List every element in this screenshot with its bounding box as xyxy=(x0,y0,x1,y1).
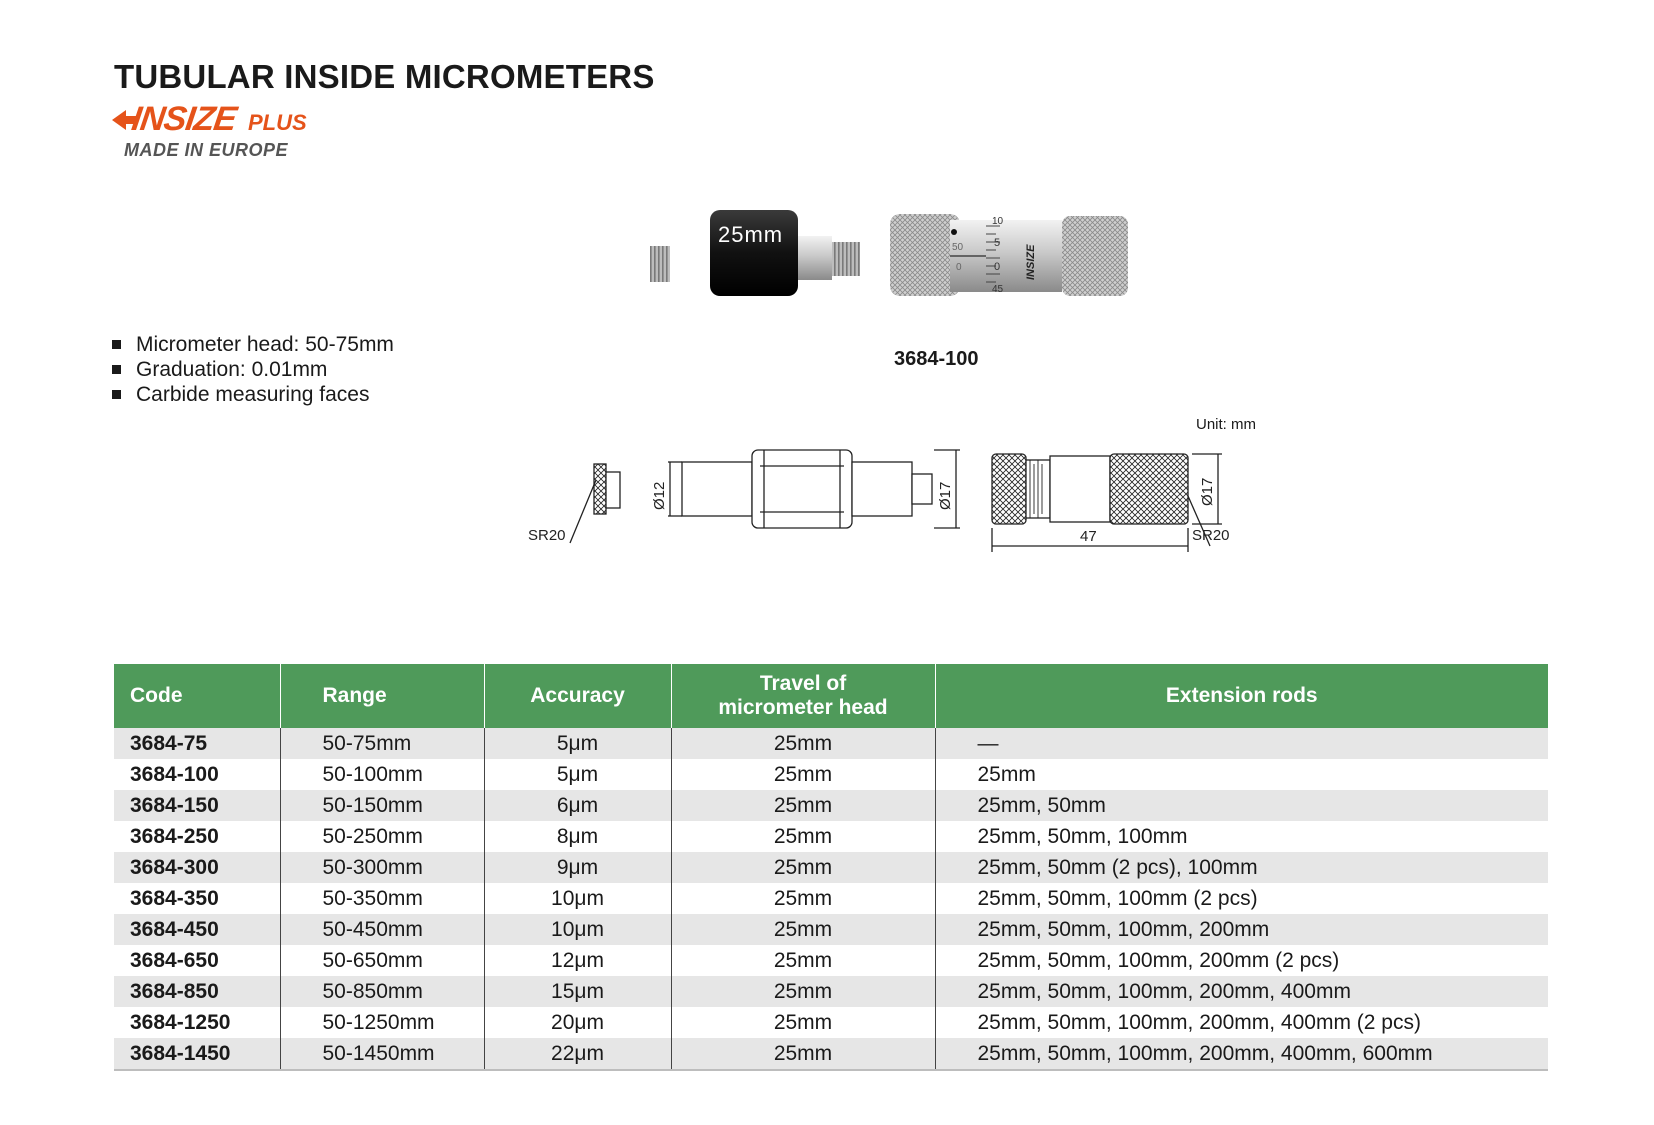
cell-ext: 25mm, 50mm, 100mm, 200mm (2 pcs) xyxy=(935,945,1548,976)
cell-travel: 25mm xyxy=(671,1038,935,1070)
cell-travel: 25mm xyxy=(671,1007,935,1038)
cell-ext: 25mm, 50mm, 100mm xyxy=(935,821,1548,852)
cell-code: 3684-1250 xyxy=(114,1007,280,1038)
brand-logo xyxy=(112,100,342,162)
cell-range: 50-100mm xyxy=(280,759,484,790)
cell-travel: 25mm xyxy=(671,852,935,883)
thimble-mark: 5 xyxy=(994,237,1001,249)
rod-label: 25mm xyxy=(718,222,784,247)
feature-item xyxy=(112,382,394,407)
dim-d17-head: Ø17 xyxy=(1199,477,1216,506)
cell-travel: 25mm xyxy=(671,728,935,759)
cell-accuracy: 5μm xyxy=(484,728,671,759)
drawing-head xyxy=(992,454,1222,552)
cell-code: 3684-450 xyxy=(114,914,280,945)
cell-ext: 25mm, 50mm, 100mm, 200mm, 400mm xyxy=(935,976,1548,1007)
cell-accuracy: 22μm xyxy=(484,1038,671,1070)
cell-range: 50-450mm xyxy=(280,914,484,945)
col-header-code: Code xyxy=(114,664,280,728)
table-row xyxy=(114,759,1548,790)
cell-code: 3684-150 xyxy=(114,790,280,821)
dim-sr20-left: SR20 xyxy=(528,527,566,544)
brand-plus: PLUS xyxy=(248,110,307,135)
col-header-accuracy: Accuracy xyxy=(484,664,671,728)
dim-d17-rod: Ø17 xyxy=(937,481,954,510)
thimble-mark: 45 xyxy=(992,284,1004,295)
bullet-square-icon xyxy=(112,390,121,399)
cell-code: 3684-100 xyxy=(114,759,280,790)
cell-travel: 25mm xyxy=(671,759,935,790)
table-row xyxy=(114,883,1548,914)
table-body xyxy=(114,728,1548,1070)
cell-accuracy: 15μm xyxy=(484,976,671,1007)
table-row xyxy=(114,852,1548,883)
feature-text: Micrometer head: 50-75mm xyxy=(136,333,394,356)
col-header-travel-line1: Travel of xyxy=(759,672,847,695)
cell-ext: 25mm, 50mm, 100mm, 200mm xyxy=(935,914,1548,945)
photo-caption: 3684-100 xyxy=(894,348,979,370)
cell-range: 50-1250mm xyxy=(280,1007,484,1038)
bullet-square-icon xyxy=(112,340,121,349)
cell-range: 50-75mm xyxy=(280,728,484,759)
cell-ext: 25mm, 50mm, 100mm (2 pcs) xyxy=(935,883,1548,914)
drawing-rod xyxy=(668,450,960,528)
cell-code: 3684-250 xyxy=(114,821,280,852)
dim-length: 47 xyxy=(1080,528,1097,545)
table-row xyxy=(114,1038,1548,1070)
cell-range: 50-850mm xyxy=(280,976,484,1007)
sleeve-mark: 0 xyxy=(956,262,962,273)
cell-accuracy: 6μm xyxy=(484,790,671,821)
cell-range: 50-650mm xyxy=(280,945,484,976)
head-brand: INSIZE xyxy=(1025,244,1037,280)
cell-range: 50-250mm xyxy=(280,821,484,852)
cell-travel: 25mm xyxy=(671,945,935,976)
cell-ext: 25mm, 50mm, 100mm, 200mm, 400mm, 600mm xyxy=(935,1038,1548,1070)
dim-d12: Ø12 xyxy=(651,481,668,510)
cell-code: 3684-650 xyxy=(114,945,280,976)
feature-text: Carbide measuring faces xyxy=(136,383,370,406)
thimble-mark: 10 xyxy=(992,216,1004,227)
col-header-travel xyxy=(671,664,935,728)
feature-list xyxy=(112,332,394,407)
cell-range: 50-150mm xyxy=(280,790,484,821)
cell-range: 50-300mm xyxy=(280,852,484,883)
cell-accuracy: 12μm xyxy=(484,945,671,976)
thimble-mark: 0 xyxy=(994,261,1001,273)
cell-ext: 25mm xyxy=(935,759,1548,790)
cell-ext: 25mm, 50mm (2 pcs), 100mm xyxy=(935,852,1548,883)
sleeve-mark: 50 xyxy=(952,242,964,253)
cell-accuracy: 9μm xyxy=(484,852,671,883)
feature-text: Graduation: 0.01mm xyxy=(136,358,328,381)
spec-table xyxy=(114,664,1548,1071)
unit-label: Unit: mm xyxy=(1196,416,1256,433)
cell-ext: 25mm, 50mm, 100mm, 200mm, 400mm (2 pcs) xyxy=(935,1007,1548,1038)
cell-travel: 25mm xyxy=(671,790,935,821)
table-row xyxy=(114,728,1548,759)
cell-ext: 25mm, 50mm xyxy=(935,790,1548,821)
brand-tagline: MADE IN EUROPE xyxy=(124,140,289,160)
technical-drawing xyxy=(520,410,1280,560)
extension-rod xyxy=(710,210,860,296)
cell-accuracy: 5μm xyxy=(484,759,671,790)
cell-travel: 25mm xyxy=(671,914,935,945)
anvil-part xyxy=(650,236,670,292)
page-title: TUBULAR INSIDE MICROMETERS xyxy=(114,58,655,95)
cell-accuracy: 10μm xyxy=(484,914,671,945)
cell-travel: 25mm xyxy=(671,883,935,914)
feature-item xyxy=(112,357,394,382)
table-row xyxy=(114,821,1548,852)
table-header-row xyxy=(114,664,1548,728)
cell-code: 3684-850 xyxy=(114,976,280,1007)
col-header-travel-line2: micrometer head xyxy=(718,696,888,719)
dim-sr20-right: SR20 xyxy=(1192,527,1230,544)
micrometer-head xyxy=(890,214,1128,296)
table-row xyxy=(114,945,1548,976)
cell-travel: 25mm xyxy=(671,821,935,852)
product-photo xyxy=(650,210,1190,320)
cell-code: 3684-75 xyxy=(114,728,280,759)
cell-code: 3684-300 xyxy=(114,852,280,883)
bullet-square-icon xyxy=(112,365,121,374)
cell-code: 3684-350 xyxy=(114,883,280,914)
table-row xyxy=(114,1007,1548,1038)
cell-travel: 25mm xyxy=(671,976,935,1007)
cell-ext: — xyxy=(935,728,1548,759)
col-header-range: Range xyxy=(280,664,484,728)
cell-range: 50-1450mm xyxy=(280,1038,484,1070)
cell-accuracy: 8μm xyxy=(484,821,671,852)
col-header-extension: Extension rods xyxy=(935,664,1548,728)
drawing-anvil xyxy=(570,464,620,543)
cell-accuracy: 20μm xyxy=(484,1007,671,1038)
table-row xyxy=(114,976,1548,1007)
brand-name: INSIZE xyxy=(129,100,239,138)
cell-accuracy: 10μm xyxy=(484,883,671,914)
cell-code: 3684-1450 xyxy=(114,1038,280,1070)
feature-item xyxy=(112,332,394,357)
table-row xyxy=(114,790,1548,821)
cell-range: 50-350mm xyxy=(280,883,484,914)
table-row xyxy=(114,914,1548,945)
